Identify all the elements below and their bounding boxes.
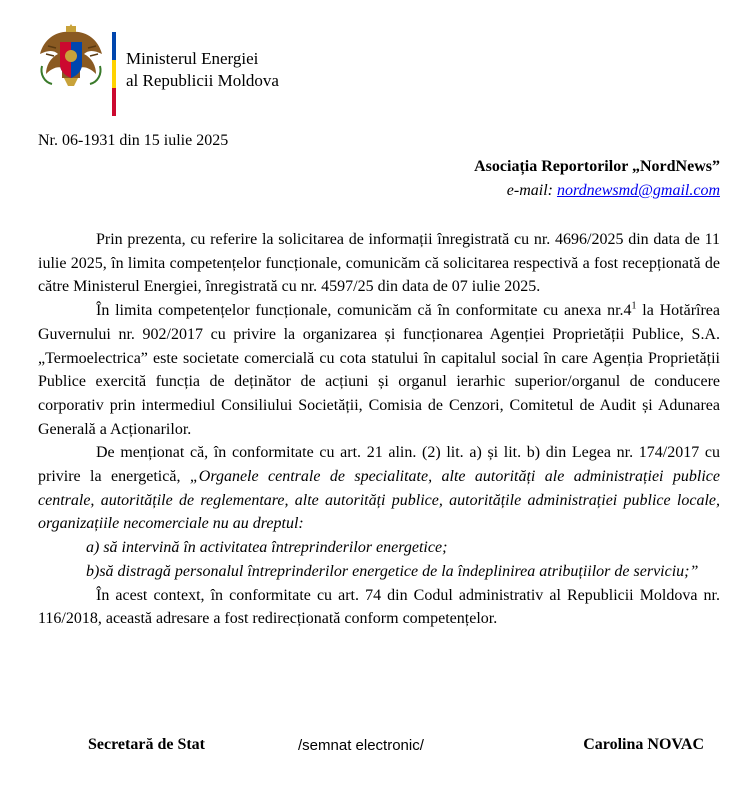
signatory-name: Carolina NOVAC (583, 736, 704, 753)
letter-body (38, 228, 720, 631)
flag-stripe-yellow (112, 60, 116, 88)
signatory-role: Secretară de Stat (88, 736, 205, 753)
reference-number: Nr. 06-1931 din 15 iulie 2025 (38, 132, 229, 149)
quote-item-b: b)să distragă personalul întreprinderilor energetice de la îndeplinirea atribuțiilor de serviciu;” (86, 562, 699, 580)
coat-of-arms-icon (38, 18, 104, 94)
ministry-name-line1: Ministerul Energiei (126, 49, 259, 68)
paragraph-1: Prin prezenta, cu referire la solicitarea de informații înregistrată cu nr. 4696/2025 din data de 11 iulie 2025, în limita competențelor funcționale, comunicăm că solicitarea respectivă a fost recepționată de către Ministerul Energiei, înregistrată cu nr. 4597/25 din data de 07 iulie 2025. (38, 231, 720, 296)
recipient-block (474, 155, 720, 203)
flag-stripe-blue (112, 32, 116, 60)
ministry-name (126, 48, 279, 92)
quote-item-a: a) să intervină în activitatea întreprinderilor energetice; (86, 539, 448, 557)
flag-stripe-red (112, 88, 116, 116)
electronic-signature-mark: /semnat electronic/ (298, 737, 424, 754)
recipient-email-line (474, 179, 720, 203)
paragraph-3 (38, 441, 720, 536)
paragraph-3-intro: De menționat că, în conformitate cu art. 21 alin. (2) lit. a) și lit. b) din Legea nr. 174/2017 cu privire la energetică, (38, 444, 720, 486)
annex-superscript: 1 (631, 300, 637, 312)
paragraph-2-end: la Hotărîrea Guvernului nr. 902/2017 cu privire la organizarea și funcționarea Agenției Proprietății Publice, S.A. „Termoelectrica” este societate comercială cu cota statului în capitalul social în care Agenția Proprietății Publice exercită funcția de deținător de acțiuni și organul ierarhic superior/organul de conducere corporativ prin intermediul Consiliului Societății, Comisia de Cenzori, Comitetul de Audit și Adunarea Generală a Acționarilor. (38, 302, 721, 438)
flag-stripe (112, 32, 116, 116)
ministry-name-line2: al Republicii Moldova (126, 71, 279, 90)
paragraph-2 (38, 299, 720, 441)
paragraph-2-start: În limita competențelor funcționale, comunicăm că în conformitate cu anexa nr.4 (96, 302, 632, 320)
paragraph-4: În acest context, în conformitate cu art. 74 din Codul administrativ al Republicii Moldova nr. 116/2018, această adresare a fost redirecționată conform competențelor. (38, 586, 720, 628)
recipient-organization: Asociația Reportorilor „NordNews” (474, 158, 720, 175)
email-label: e-mail: (506, 182, 557, 199)
email-link[interactable]: nordnewsmd@gmail.com (556, 182, 720, 199)
law-quote: „Organele centrale de specialitate, alte autorități ale administrației publice centrale, autoritățile de reglementare, alte autorități publice, autoritățile administrației publice locale, organizațiile necomerciale nu au dreptul: (38, 468, 720, 533)
